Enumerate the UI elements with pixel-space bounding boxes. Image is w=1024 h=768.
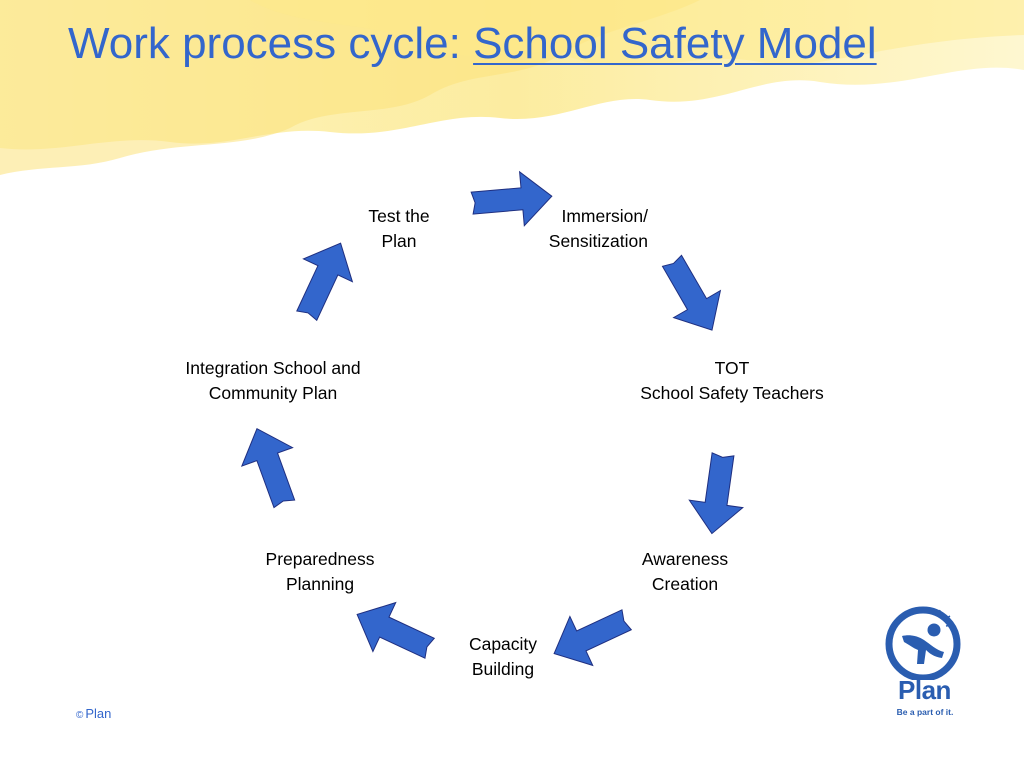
footer-owner: Plan [85,706,112,721]
plan-logo-tagline: Be a part of it. [896,707,954,717]
node-line: Awareness [641,549,729,569]
node-line: School Safety Teachers [640,383,824,403]
cycle-arrow-icon [685,451,750,538]
plan-logo-icon [880,606,966,680]
cycle-arrow-icon [232,419,310,513]
node-immersion-sensitization [522,204,654,254]
node-line: TOT [714,358,750,378]
cycle-arrow-icon [649,247,736,343]
node-tot [612,356,852,406]
plan-logo-name: Plan [898,675,951,705]
node-preparedness-planning [240,547,400,597]
node-line: Immersion/ [561,206,648,226]
node-line: Building [471,659,535,679]
copyright-symbol: © [76,710,84,721]
node-line: Creation [651,574,719,594]
node-awareness-creation [620,547,750,597]
node-line: Planning [285,574,355,594]
node-line: Plan [381,231,417,251]
node-capacity-building [448,632,558,682]
node-line: Preparedness [265,549,375,569]
node-line: Community Plan [208,383,338,403]
node-integration-plan [158,356,388,406]
node-test-the-plan [344,204,454,254]
footer-copyright [76,706,111,721]
title-plain: Work process cycle: [68,19,474,68]
node-line: Capacity [468,634,538,654]
title-underlined-link[interactable]: School Safety Model [473,19,877,68]
node-line: Test the [368,206,430,226]
cycle-arrow-icon [346,590,441,673]
node-line: Sensitization [548,231,648,251]
node-line: Integration School and [185,358,361,378]
